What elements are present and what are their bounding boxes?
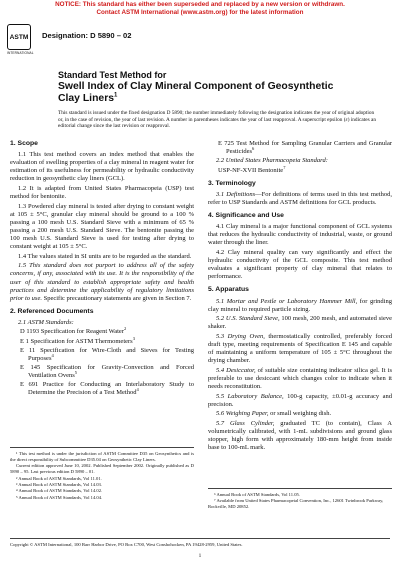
section-significance-heading: 4. Significance and Use	[208, 212, 284, 220]
para-lead: 5.3 Drying Oven,	[216, 332, 265, 340]
para-1-4: 1.4 The values stated in SI units are to be regarded as the standard.	[18, 252, 192, 260]
reference-footnote-mark: 2	[123, 326, 127, 332]
para-5-2	[208, 315, 392, 331]
para-1-5-tail: Specific precautionary statements are given in Section 7.	[41, 294, 192, 302]
title-line-2: Swell Index of Clay Mineral Component of Geosynthetic	[58, 81, 334, 92]
footnote: ⁵ Annual Book of ASTM Standards, Vol 14.04.	[16, 494, 103, 500]
para-lead: 5.7 Glass Cylinder,	[216, 419, 275, 427]
para-4-1: 4.1 Clay mineral is a major functional component of GCL systems that reduces the hydraulic conductivity of industrial, waste, or ground water through the liner.	[208, 223, 392, 247]
reference-item	[20, 364, 194, 380]
footnote: ⁴ Annual Book of ASTM Standards, Vol 14.02.	[16, 488, 103, 494]
para-lead: 5.4 Desiccator,	[216, 366, 256, 374]
notice-line-2: Contact ASTM International (www.astm.org) for the latest information	[96, 9, 304, 16]
reference-item	[20, 347, 194, 363]
para-1-5-italic: 1.5 This standard does not purport to address all of the safety concerns, if any, associated with its use. It is the responsibility of the user of this standard to establish appropriate safety and health practices and determine the applicability of regulatory limitations prior to use.	[10, 262, 194, 302]
para-1-1: 1.1 This test method covers an index method that enables the evaluation of swelling properties of a clay mineral in reagent water for estimation of its usefulness for permeability or hydraulic conductivity reduction in geosynthetic clay liners (GCL).	[10, 151, 194, 183]
reference-item	[20, 381, 194, 397]
supersede-notice	[0, 0, 400, 17]
para-5-1	[208, 298, 392, 314]
notice-line-1: NOTICE: This standard has either been superseded and replaced by a new version or withdrawn.	[55, 1, 345, 8]
title-footnote-mark: 1	[114, 92, 118, 99]
para-1-2: 1.2 It is adapted from United States Pharmacopeia (USP) test method for bentonite.	[10, 184, 194, 201]
reference-text: E 725 Test Method for Sampling Granular Carriers and Granular Pesticides	[218, 140, 392, 156]
para-body: for grinding clay mineral to required particle sizing.	[208, 297, 392, 313]
para-5-6	[208, 410, 392, 418]
footnote: ¹ This test method is under the jurisdiction of ASTM Committee D35 on Geosynthetics and is the direct responsibility of Subcommittee D35.04 on Geosynthetic Clay Liners.	[10, 451, 194, 462]
footnotes-right	[208, 488, 392, 511]
para-body: of suitable size containing indicator silica gel. It is preferable to use desiccant which changes color to indicate when it needs reconstitution.	[208, 366, 392, 390]
reference-text: E 145 Specification for Gravity-Convection and Forced Ventilation Ovens	[20, 363, 194, 379]
para-5-3	[208, 333, 392, 365]
para-body: —For definitions of terms used in this test method, refer to USP Standards and ASTM definitions for GCL products.	[208, 190, 392, 207]
astm-logo	[7, 24, 33, 55]
reference-item	[218, 140, 392, 156]
logo-subtitle: INTERNATIONAL	[7, 51, 34, 55]
reference-footnote-mark: 4	[51, 352, 54, 358]
para-body: thermostatically controlled, preferably forced draft type, meeting requirements of Specification E 145 and capable of maintaining a uniform temperature of 105 ± 5°C throughout the drying chamber.	[208, 332, 392, 365]
reference-text: E 1 Specification for ASTM Thermometers	[20, 337, 133, 345]
para-lead: 5.1 Mortar and Pestle or Laboratory Hammer Mill,	[216, 297, 358, 305]
para-body: 100 mesh, 200 mesh, and automated sieve shaker.	[208, 315, 392, 331]
body-columns	[10, 140, 392, 454]
para-5-5	[208, 393, 392, 409]
reference-footnote-mark: 4	[136, 386, 139, 392]
right-column	[208, 140, 392, 454]
para-2-1: 2.1 ASTM Standards:	[18, 318, 74, 326]
reference-footnote-mark: 5	[74, 369, 78, 375]
title-line-3	[58, 93, 358, 105]
title-line-3-text: Clay Liners	[58, 93, 115, 104]
document-title	[58, 70, 358, 105]
section-terminology-heading: 3. Terminology	[208, 179, 256, 187]
left-column	[10, 140, 194, 454]
para-4-2: 4.2 Clay mineral quality can vary significantly and effect the hydraulic conductivity of the GCL composite. This test method evaluates a significant property of clay mineral that relates to performance.	[208, 249, 392, 281]
para-3-1	[208, 191, 392, 207]
reference-text: D 1193 Specification for Reagent Water	[20, 328, 124, 336]
page-number: 1	[198, 553, 202, 559]
copyright-line: Copyright © ASTM International, 100 Barr Harbor Drive, PO Box C700, West Conshohocken, PA 19428-2959, United States.	[10, 538, 390, 548]
para-body: 100-g capacity, ±0.01-g accuracy and precision.	[208, 392, 392, 408]
footnote: ³ Annual Book of ASTM Standards, Vol 14.03.	[16, 482, 102, 488]
reference-text: USP-NF-XVII Bentonite	[218, 166, 284, 174]
footnote: ² Annual Book of ASTM Standards, Vol 11.01.	[16, 475, 102, 481]
section-apparatus-heading: 5. Apparatus	[208, 286, 249, 294]
footnote: ⁷ Available from United States Pharmacopeial Convention, Inc., 12601 Twinbrook Parkway, Rockville, MD 20852.	[208, 498, 384, 510]
reference-item	[20, 335, 194, 346]
footnote: Current edition approved June 10, 2002. Published September 2002. Originally published as D 5890 – 95. Last previous edition D 5890 – 01.	[10, 463, 194, 475]
reference-footnote-mark: 3	[132, 335, 135, 341]
para-lead: 3.1 Definitions	[216, 190, 256, 198]
para-1-5	[10, 262, 194, 302]
section-references-heading: 2. Referenced Documents	[10, 307, 94, 315]
para-5-4	[208, 367, 392, 391]
astm-logo-icon: ASTM	[7, 24, 31, 50]
para-lead: 5.5 Laboratory Balance,	[216, 392, 284, 400]
para-lead: 5.6 Weighing Paper,	[216, 410, 269, 418]
section-scope-heading: 1. Scope	[10, 140, 38, 147]
title-line-1: Standard Test Method for	[58, 70, 167, 80]
para-1-3: 1.3 Powdered clay mineral is tested after drying to constant weight at 105 ± 5°C, granular clay mineral should be ground to a 100 % passing a 100 mesh U.S. Standard Sieve with a minimum of 65 % passing a 200 mesh U.S. Standard Sieve. The bentonite passing the 100 mesh U.S. Standard Sieve is used for testing after drying to constant weight at 105 ± 5°C.	[10, 202, 194, 251]
para-body: graduated TC (to contain), Class A volumetrically calibrated, with 1-mL subdivisions and ground glass stopper, high form with approximately 180-mm height from inside base to 100-mL mark.	[208, 419, 392, 452]
para-2-2: 2.2 United States Pharmacopeia Standard:	[216, 157, 328, 165]
issued-note: This standard is issued under the fixed designation D 5890; the number immediately following the designation indicates the year of original adoption or, in the case of revision, the year of last revision. A number in parentheses indicates the year of last reapproval. A superscript epsilon (ε) indicates an editorial change since the last revision or reapproval.	[58, 110, 376, 130]
para-lead: 5.2 U.S. Standard Sieve,	[216, 315, 280, 323]
reference-footnote-mark: 6	[252, 145, 255, 151]
footnotes-left	[10, 447, 194, 501]
footnote: ⁶ Annual Book of ASTM Standards, Vol 11.05.	[214, 492, 300, 497]
para-5-7	[208, 420, 392, 452]
reference-item	[20, 328, 194, 336]
reference-footnote-mark: 7	[283, 164, 286, 170]
reference-text: E 11 Specification for Wire-Cloth and Sieves for Testing Purposes	[20, 346, 194, 362]
designation: Designation: D 5890 – 02	[42, 31, 132, 40]
para-body: or small weighing dish.	[268, 410, 332, 418]
usp-reference	[218, 164, 392, 175]
reference-text: E 691 Practice for Conducting an Interlaboratory Study to Determine the Precision of a Test Method	[20, 381, 194, 397]
